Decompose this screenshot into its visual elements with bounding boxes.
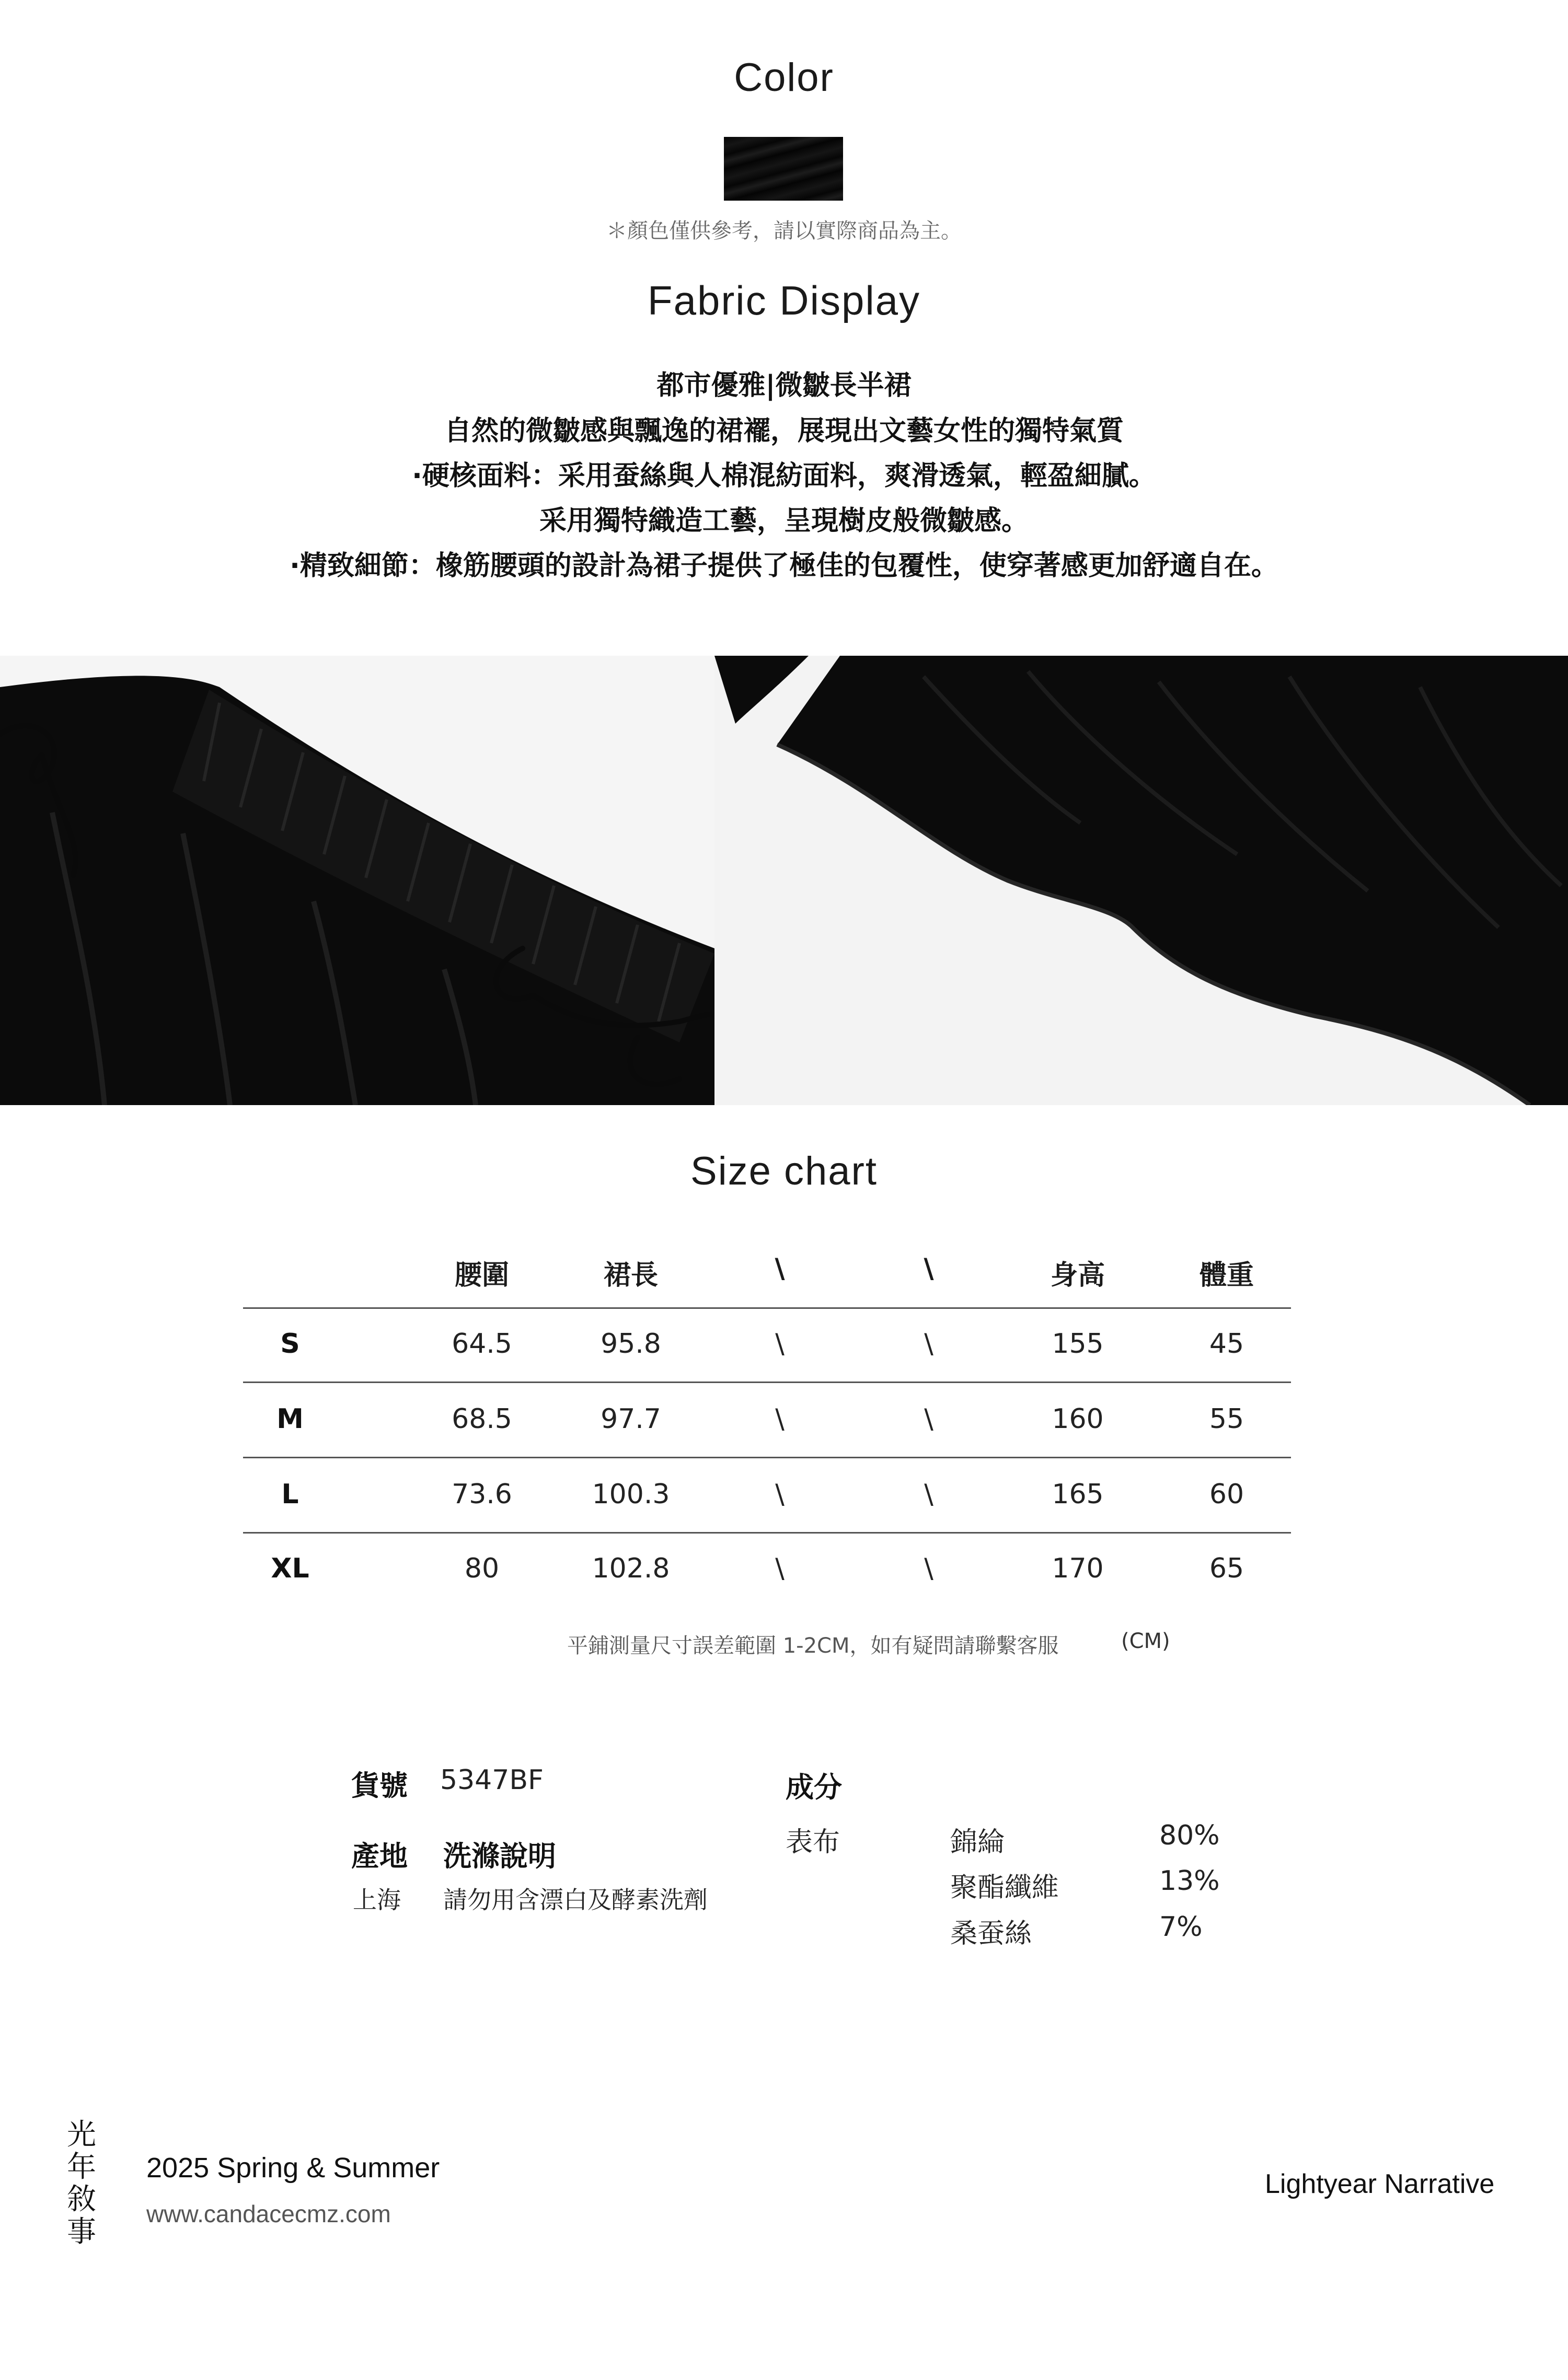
size-row-label: M <box>276 1403 304 1435</box>
size-cell: 97.7 <box>601 1403 661 1435</box>
fabric-description-line: ·精致細節：橡筋腰頭的設計為裙子提供了極佳的包覆性，使穿著感更加舒適自在。 <box>290 550 1278 582</box>
item-number-value: 5347BF <box>440 1764 544 1796</box>
season-label: 2025 Spring & Summer <box>146 2152 440 2184</box>
origin-value: 上海 <box>353 1886 401 1914</box>
origin-label: 產地 <box>351 1840 408 1873</box>
brand-char: 敘 <box>67 2182 96 2216</box>
fabric-description-line: 自然的微皺感與飄逸的裙襬，展現出文藝女性的獨特氣質 <box>444 415 1124 447</box>
size-header-weight: 體重 <box>1199 1260 1254 1291</box>
wash-instructions-value: 請勿用含漂白及酵素洗劑 <box>443 1886 708 1914</box>
size-cell: 95.8 <box>601 1328 661 1360</box>
size-header-waist: 腰圍 <box>454 1260 509 1291</box>
size-cell: 102.8 <box>592 1553 670 1584</box>
size-cell: \ <box>775 1328 785 1360</box>
size-cell: 100.3 <box>592 1479 670 1510</box>
size-row-label: L <box>281 1479 299 1510</box>
size-header-length: 裙長 <box>603 1260 658 1291</box>
brand-english-name: Lightyear Narrative <box>1265 2169 1495 2199</box>
shell-fabric-label: 表布 <box>786 1827 840 1858</box>
size-chart-unit: (CM) <box>1121 1629 1170 1653</box>
composition-label: 成分 <box>786 1771 842 1804</box>
color-section-title: Color <box>734 55 834 100</box>
size-row-label: XL <box>271 1553 309 1584</box>
size-cell: 165 <box>1052 1479 1104 1510</box>
wash-instructions-label: 洗滌說明 <box>443 1840 556 1873</box>
size-cell: 45 <box>1209 1328 1244 1360</box>
table-divider <box>243 1381 1291 1383</box>
size-header-blank: \ <box>924 1253 934 1284</box>
waistband-illustration <box>0 656 714 1105</box>
size-cell: 55 <box>1209 1403 1244 1435</box>
size-chart-note: 平鋪測量尺寸誤差範圍 1-2CM，如有疑問請聯繫客服 <box>567 1634 1059 1658</box>
brand-vertical-text <box>65 2119 98 2248</box>
material-percent: 80% <box>1159 1820 1220 1851</box>
table-divider <box>243 1457 1291 1458</box>
size-header-height: 身高 <box>1050 1260 1105 1291</box>
size-row-label: S <box>280 1328 300 1360</box>
size-header-blank: \ <box>775 1253 785 1284</box>
size-cell: 155 <box>1052 1328 1104 1360</box>
size-cell: \ <box>924 1328 933 1360</box>
size-cell: 65 <box>1209 1553 1244 1584</box>
size-cell: \ <box>775 1479 785 1510</box>
size-chart-title: Size chart <box>690 1149 878 1193</box>
brand-char: 光 <box>67 2118 96 2152</box>
size-cell: \ <box>775 1403 785 1435</box>
hem-illustration <box>714 656 1568 1105</box>
size-cell: 60 <box>1209 1479 1244 1510</box>
color-swatch-black[interactable] <box>724 137 843 201</box>
material-percent: 7% <box>1159 1911 1203 1943</box>
size-cell: 80 <box>464 1553 500 1584</box>
material-name: 錦綸 <box>950 1827 1005 1858</box>
material-percent: 13% <box>1159 1865 1220 1897</box>
fabric-description-line: 采用獨特織造工藝，呈現樹皮般微皺感。 <box>539 505 1029 537</box>
fabric-description-line: ·硬核面料：采用蚕絲與人棉混紡面料，爽滑透氣，輕盈細膩。 <box>412 460 1156 492</box>
size-cell: \ <box>924 1553 933 1584</box>
color-note: ＊顏色僅供參考，請以實際商品為主。 <box>606 219 962 243</box>
fabric-section-title: Fabric Display <box>647 277 921 323</box>
product-photo-waistband <box>0 656 714 1105</box>
size-cell: 64.5 <box>452 1328 512 1360</box>
size-cell: 170 <box>1052 1553 1104 1584</box>
size-cell: \ <box>924 1403 933 1435</box>
item-number-label: 貨號 <box>351 1769 408 1802</box>
material-name: 聚酯纖維 <box>950 1872 1059 1903</box>
table-divider <box>243 1532 1291 1534</box>
fabric-description-line: 都市優雅|微皺長半裙 <box>656 370 912 401</box>
size-cell: 73.6 <box>452 1479 512 1510</box>
website-link[interactable]: www.candacecmz.com <box>146 2200 391 2227</box>
brand-char: 事 <box>67 2215 96 2249</box>
material-name: 桑蚕絲 <box>950 1918 1032 1949</box>
size-cell: 160 <box>1052 1403 1104 1435</box>
brand-char: 年 <box>67 2150 96 2184</box>
size-cell: \ <box>924 1479 933 1510</box>
size-cell: \ <box>775 1553 785 1584</box>
size-cell: 68.5 <box>452 1403 512 1435</box>
table-divider <box>243 1307 1291 1309</box>
product-photo-hem <box>714 656 1568 1105</box>
